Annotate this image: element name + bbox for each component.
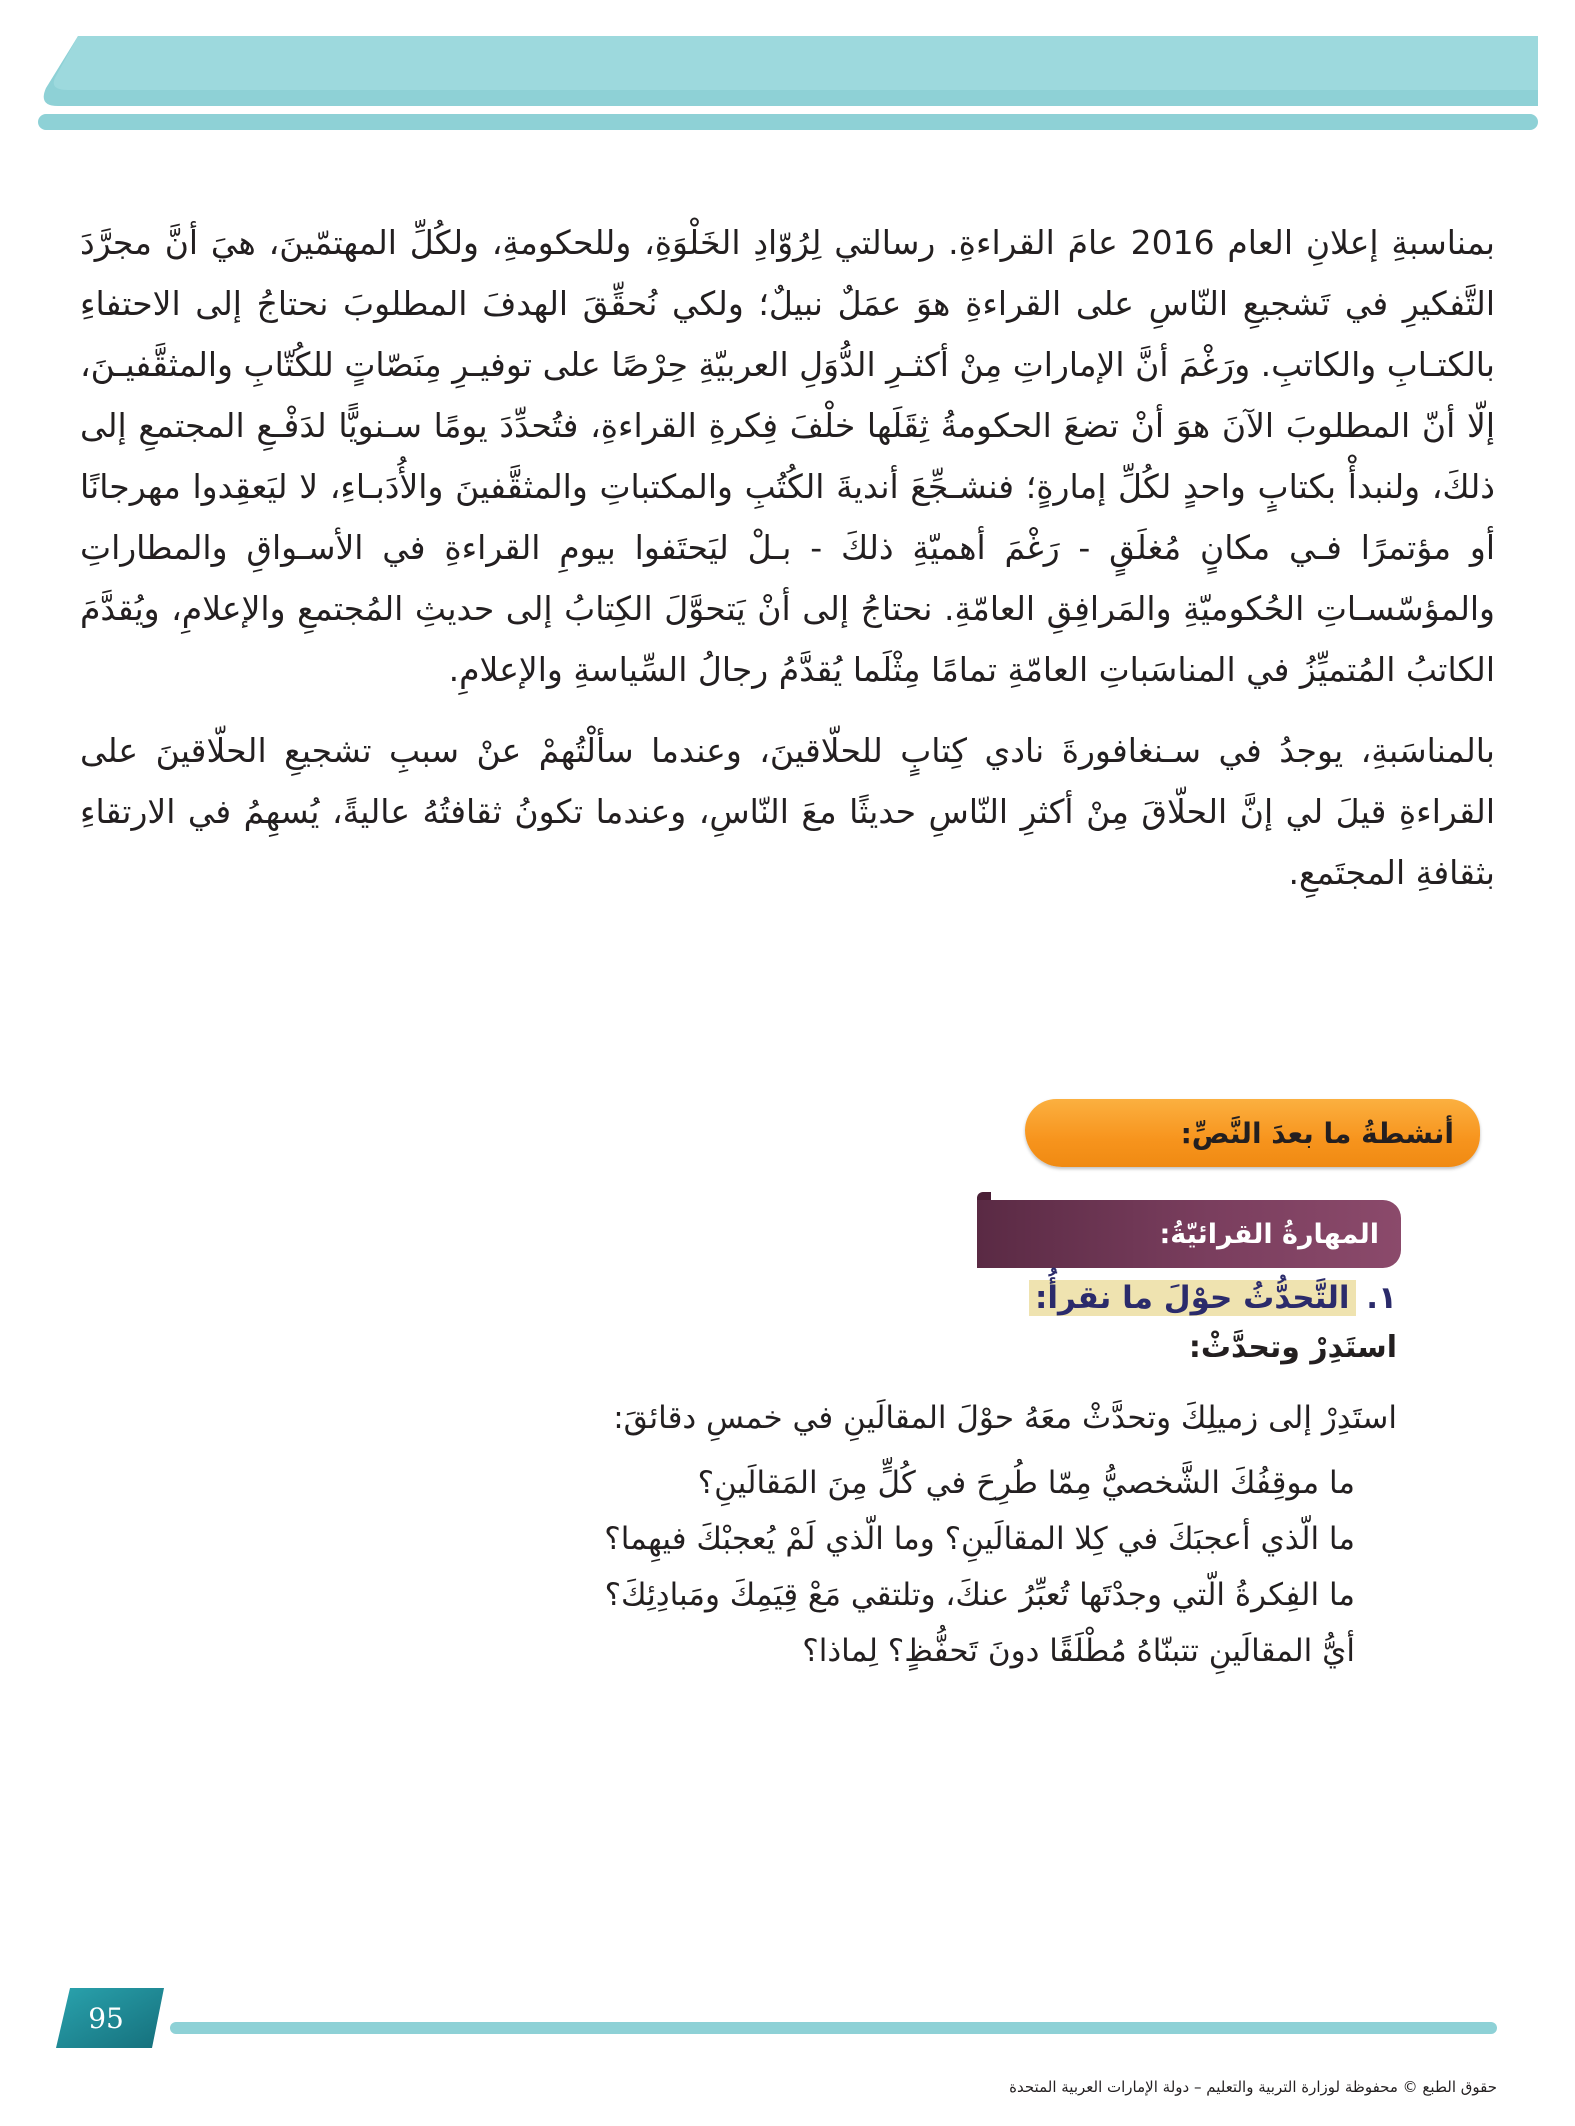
- activities-heading-label: أنشطةُ ما بعدَ النَّصِّ:: [1180, 1116, 1454, 1150]
- sub-heading: استَدِرْ وتحدَّثْ:: [1188, 1330, 1397, 1365]
- reading-skill-label: المهارةُ القرائيّةُ:: [1159, 1218, 1379, 1250]
- question-list: [604, 1455, 1355, 1679]
- question-item: أيُّ المقالَينِ تتبنّاهُ مُطْلَقًا دونَ تَحفُّظٍ؟ لِماذا؟: [802, 1633, 1355, 1669]
- question-item: ما موقِفُكَ الشَّخصيُّ مِمّا طُرِحَ في كُلٍّ مِنَ المَقالَينِ؟: [697, 1465, 1355, 1501]
- activity-instructions: استَدِرْ إلى زميلِكَ وتحدَّثْ معَهُ حوْلَ المقالَينِ في خمسِ دقائقَ:: [613, 1400, 1397, 1436]
- article-paragraph-1: بمناسبةِ إعلانِ العام 2016 عامَ القراءةِ. رسالتي لِرُوّادِ الخَلْوَةِ، وللحكومةِ، ولكُلِّ المهتمّينَ، هيَ أنَّ مجرَّدَ التَّفكيرِ في تَشجيعِ النّاسِ على القراءةِ هوَ عمَلٌ نبيلٌ؛ ولكي نُحقِّقَ الهدفَ المطلوبَ نحتاجُ إلى الاحتفاءِ بالكتـابِ والكاتبِ. ورَغْمَ أنَّ الإماراتِ مِنْ أكثـرِ الدُّوَلِ العربيّةِ حِرْصًا على توفيـرِ مِنَصّاتٍ للكُتّابِ والمثقَّفيـنَ، إلّا أنّ المطلوبَ الآنَ هوَ أنْ تضعَ الحكومةُ ثِقَلَها خلْفَ فِكرةِ القراءةِ، فتُحدِّدَ يومًا سـنويًّا لدَفْـعِ المجتمعِ إلى ذلكَ، ولنبدأْ بكتابٍ واحدٍ لكُلِّ إمارةٍ؛ فنشـجِّعَ أنديةَ الكُتُبِ والمكتباتِ والمثقَّفينَ والأُدَبـاءِ، لا ليَعقِدوا مهرجانًا أو مؤتمرًا فـي مكانٍ مُغلَقٍ - رَغْمَ أهميّةِ ذلكَ - بـلْ ليَحتَفوا بيومِ القراءةِ في الأسـواقِ والمطاراتِ والمؤسّسـاتِ الحُكوميّةِ والمَرافِقِ العامّةِ. نحتاجُ إلى أنْ يَتحوَّلَ الكِتابُ إلى حديثِ المُجتمعِ والإعلامِ، ويُقدَّمَ الكاتبُ المُتميِّزُ في المناسَباتِ العامّةِ تمامًا مِثْلَما يُقدَّمُ رجالُ السِّياسةِ والإعلامِ.: [80, 223, 1495, 689]
- article-paragraph-2: بالمناسَبةِ، يوجدُ في سـنغافورةَ نادي كِتابٍ للحلّاقينَ، وعندما سألْتُهمْ عنْ سببِ تشجيعِ الحلّاقينَ على القراءةِ قيلَ لي إنَّ الحلّاقَ مِنْ أكثرِ النّاسِ حديثًا معَ النّاسِ، وعندما تكونُ ثقافتُهُ عاليةً، يُسهِمُ في الارتقاءِ بثقافةِ المجتَمعِ.: [80, 731, 1495, 892]
- page-number: 95: [88, 2001, 124, 2035]
- footer-divider: [170, 2022, 1497, 2034]
- activities-heading: [1025, 1099, 1480, 1167]
- section-title: التَّحدُّثُ حوْلَ ما نقرأُ:: [1029, 1280, 1355, 1316]
- top-banner: [38, 36, 1538, 132]
- section-heading: [1029, 1280, 1397, 1316]
- copyright-notice: حقوق الطبع © محفوظة لوزارة التربية والتعليم – دولة الإمارات العربية المتحدة: [1009, 2078, 1497, 2096]
- article-body: [80, 212, 1495, 923]
- section-number: ١.: [1366, 1280, 1397, 1316]
- question-item: ما الّذي أعجبَكَ في كِلا المقالَينِ؟ وما الّذي لَمْ يُعجبْكَ فيهِما؟: [604, 1521, 1355, 1557]
- question-item: ما الفِكرةُ الّتي وجدْتَها تُعبِّرُ عنكَ، وتلتقي مَعْ قِيَمِكَ ومَبادِئِكَ؟: [604, 1577, 1355, 1613]
- reading-skill-banner: [977, 1192, 1401, 1268]
